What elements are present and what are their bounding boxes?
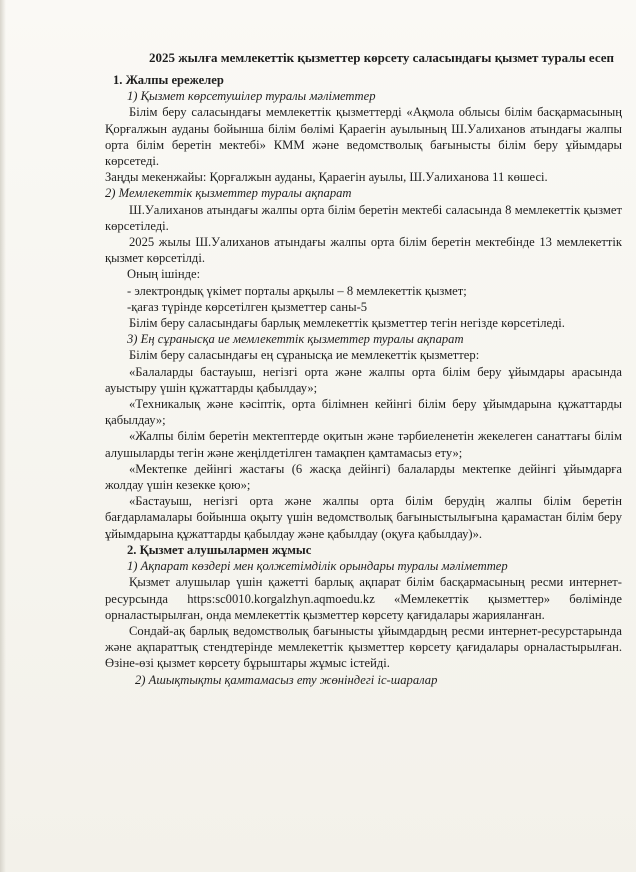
list-item: - электрондық үкімет порталы арқылы – 8 мемлекеттік қызмет; [127,283,467,298]
page-title: 2025 жылға мемлекеттік қызметтер көрсету саласындағы қызмет туралы есеп [148,50,615,65]
paragraph: Ш.Уалиханов атындағы жалпы орта білім беретін мектебі саласында 8 мемлекеттік қызмет көрсетіледі. [105,202,622,233]
paragraph: 2025 жылы Ш.Уалиханов атындағы жалпы орта білім беретін мектебінде 13 мемлекеттік қызмет көрсетілді. [105,235,622,266]
document-body [105,49,622,688]
list-item: «Жалпы білім беретін мектептерде оқитын және тәрбиеленетін жекелеген санаттағы білім алушыларды тегін және жеңілдетілген тамақпен қамтамасыз ету»; [105,429,622,460]
scan-edge-shadow [0,0,6,872]
paragraph: Оның ішінде: [127,267,201,282]
list-item: -қағаз түрінде көрсетілген қызметтер саны-5 [127,299,368,314]
list-item: «Балаларды бастауыш, негізгі орта және жалпы орта білім беру ұйымдары арасында ауыстыру үшін құжаттарды қабылдау»; [105,364,622,395]
section-1-subheading-1: 1) Қызмет көрсетушілер туралы мәліметтер [127,89,376,104]
list-item: «Мектепке дейінгі жастағы (6 жасқа дейінгі) балаларды мектепке дейінгі ұйымдарға жолдау үшін кезекке қою»; [105,461,622,493]
list-item: «Техникалық және кәсіптік, орта білімнен кейінгі білім беру ұйымдарына құжаттарды қабылдау»; [105,397,622,428]
paragraph: Сондай-ақ барлық ведомстволық бағынысты ұйымдардың ресми интернет-ресурстарында және ақпараттық стендтерінде мемлекеттік қызметтер көрсету қағидалары орналастырылған. Өзіне-өзі қызмет көрсету бұрыштары жұмыс істейді. [105,623,622,671]
section-1-heading: 1. Жалпы ережелер [113,73,224,87]
list-item: «Бастауыш, негізгі орта және жалпы орта білім берудің жалпы білім беретін бағдарламалары бойынша оқыту үшін ведомстволық бағыныстылығына қарамастан білім беру ұйымдарына құжаттарды қабылдау және қабылдау (оқуға қабылдау)». [105,494,622,541]
section-2-subheading-1: 1) Ақпарат көздері мен қолжетімділік орындары туралы мәліметтер [127,559,508,574]
paragraph: Білім беру саласындағы ең сұранысқа ие мемлекеттік қызметтер: [129,348,480,363]
paragraph: Заңды мекенжайы: Қорғалжын ауданы, Қараегін ауылы, Ш.Уалиханова 11 көшесі. [105,170,548,185]
paragraph: Білім беру саласындағы мемлекеттік қызметтерді «Ақмола облысы білім басқармасының Қорғалжын ауданы бойынша білім бөлімі Қараегін ауылының Ш.Уалиханов атындағы жалпы орта білім беретін мектебі» КММ және ведомстволық бағынысты білім беру ұйымдары көрсетеді. [105,105,622,169]
paragraph: Білім беру саласындағы барлық мемлекеттік қызметтер тегін негізде көрсетіледі. [129,316,565,331]
section-1-subheading-3: 3) Ең сұранысқа ие мемлекеттік қызметтер туралы ақпарат [127,332,464,347]
section-2-subheading-2: 2) Ашықтықты қамтамасыз ету жөніндегі іс-шаралар [135,672,438,687]
section-1-subheading-2: 2) Мемлекеттік қызметтер туралы ақпарат [105,186,352,201]
paragraph: Қызмет алушылар үшін қажетті барлық ақпарат білім басқармасының ресми интернет-ресурсында https:sc0010.korgalzhyn.aqmoedu.kz «Мемлекеттік қызметтер» бөлімінде орналастырылған, онда мемлекеттік қызметтер көрсету қағидалары жарияланған. [105,575,622,622]
section-2-heading: 2. Қызмет алушылармен жұмыс [127,542,312,557]
